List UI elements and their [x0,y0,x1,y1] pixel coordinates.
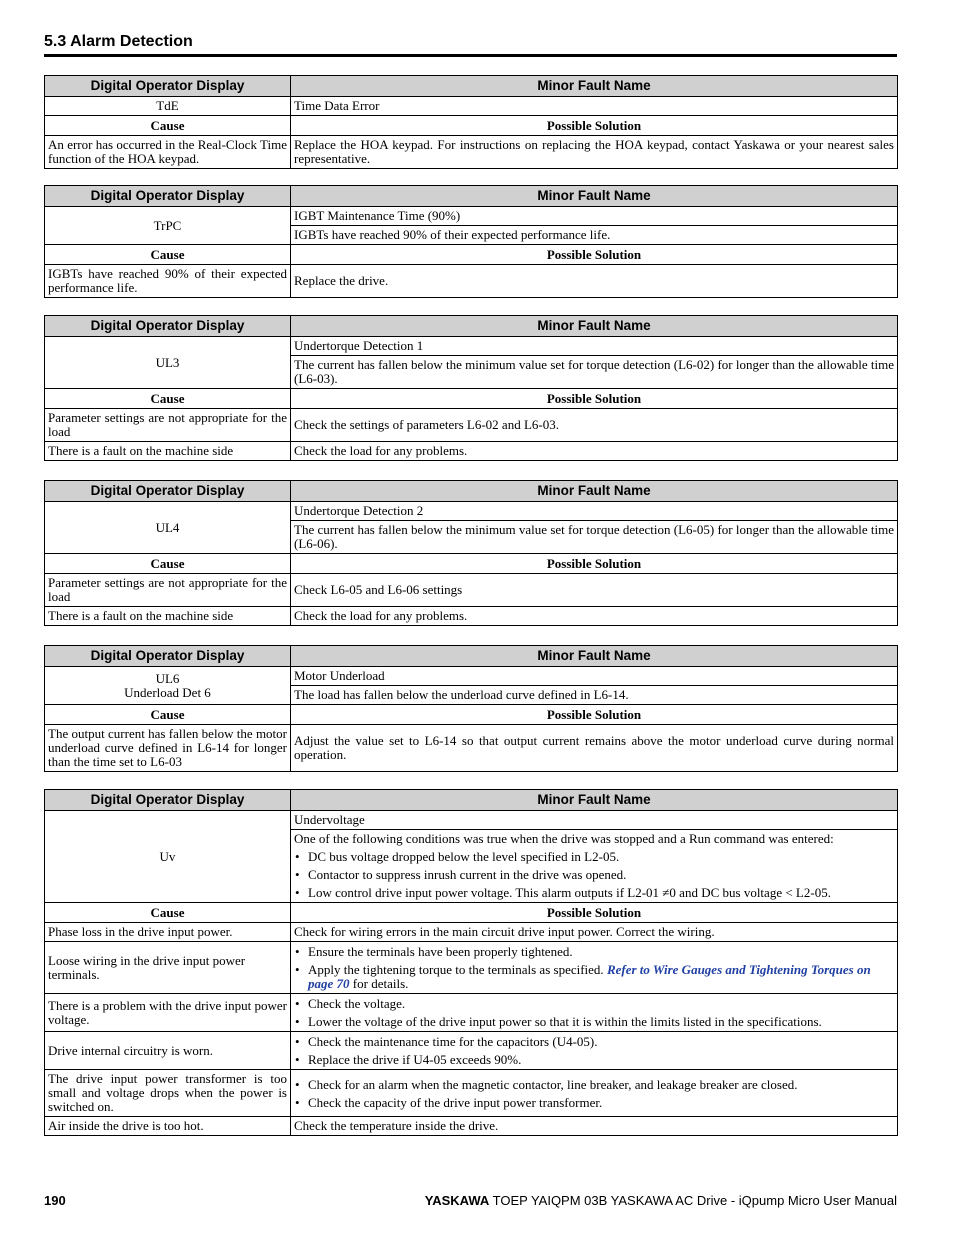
display-code: TrPC [45,207,291,245]
fault-table-ul6 [44,645,898,772]
fault-name: IGBT Maintenance Time (90%) [291,207,898,226]
cause-cell: Drive internal circuitry is worn. [45,1032,291,1070]
solution-cell [291,994,898,1032]
solution-cell: Check L6-05 and L6-06 settings [291,574,898,607]
fault-table-trpc [44,185,898,298]
fault-name: Undertorque Detection 1 [291,337,898,356]
solution-item: • Check the capacity of the drive input power transformer. [294,1096,894,1110]
cause-cell: Parameter settings are not appropriate for the load [45,574,291,607]
display-code-main: UL6 [155,670,180,686]
cause-cell: There is a problem with the drive input power voltage. [45,994,291,1032]
solution-item: • Check the voltage. [294,997,894,1011]
solution-list [294,945,894,991]
fault-description-cell [291,830,898,903]
fault-table-uv [44,789,898,1136]
fault-description: The current has fallen below the minimum value set for torque detection (L6-05) for longer than the allowable time (L6-06). [291,521,898,554]
fault-description: IGBTs have reached 90% of their expected performance life. [291,226,898,245]
col-header-cause: Cause [45,903,291,923]
cause-cell: The output current has fallen below the motor underload curve defined in L6-14 for longer than the time set to L6-03 [45,725,291,772]
fault-name: Undertorque Detection 2 [291,502,898,521]
solution-list [294,997,894,1029]
col-header-solution: Possible Solution [291,389,898,409]
col-header-name: Minor Fault Name [291,646,898,667]
cause-cell: There is a fault on the machine side [45,607,291,626]
solution-item [294,963,894,991]
fault-description: The load has fallen below the underload curve defined in L6-14. [291,686,898,705]
col-header-solution: Possible Solution [291,116,898,136]
solution-item: • Replace the drive if U4-05 exceeds 90%. [294,1053,894,1067]
col-header-display: Digital Operator Display [45,76,291,97]
col-header-cause: Cause [45,116,291,136]
page-number: 190 [44,1193,66,1208]
fault-name: Time Data Error [291,97,898,116]
display-code: UL4 [45,502,291,554]
solution-cell: Adjust the value set to L6-14 so that output current remains above the motor underload curve during normal operation. [291,725,898,772]
col-header-solution: Possible Solution [291,245,898,265]
cause-cell: Air inside the drive is too hot. [45,1117,291,1136]
solution-list [294,1035,894,1067]
cause-cell: The drive input power transformer is too small and voltage drops when the power is switched on. [45,1070,291,1117]
solution-cell [291,1070,898,1117]
col-header-name: Minor Fault Name [291,186,898,207]
cause-cell: An error has occurred in the Real-Clock Time function of the HOA keypad. [45,136,291,169]
condition-item: • Contactor to suppress inrush current in the drive was opened. [294,868,894,882]
fault-name: Undervoltage [291,811,898,830]
solution-item: • Check for an alarm when the magnetic contactor, line breaker, and leakage breaker are closed. [294,1078,894,1092]
cause-cell: There is a fault on the machine side [45,442,291,461]
cross-reference-link[interactable]: Refer to Wire Gauges and Tightening Torques on page 70 [308,962,871,991]
section-title: 5.3 Alarm Detection [44,33,193,50]
solution-text: Apply the tightening torque to the terminals as specified. [308,962,604,977]
display-code: Uv [45,811,291,903]
solution-cell [291,942,898,994]
solution-item: • Ensure the terminals have been properly tightened. [294,945,894,959]
footer-doc: TOEP YAIQPM 03B YASKAWA AC Drive - iQpump Micro User Manual [492,1193,897,1208]
col-header-display: Digital Operator Display [45,186,291,207]
condition-item: • DC bus voltage dropped below the level specified in L2-05. [294,850,894,864]
cause-cell: IGBTs have reached 90% of their expected performance life. [45,265,291,298]
fault-table-tde [44,75,898,169]
solution-text: for details. [352,976,409,991]
fault-description: One of the following conditions was true when the drive was stopped and a Run command was entered: [294,831,834,846]
display-code: TdE [45,97,291,116]
col-header-solution: Possible Solution [291,705,898,725]
fault-description: The current has fallen below the minimum value set for torque detection (L6-02) for longer than the allowable time (L6-03). [291,356,898,389]
col-header-solution: Possible Solution [291,903,898,923]
solution-item: • Check the maintenance time for the capacitors (U4-05). [294,1035,894,1049]
col-header-display: Digital Operator Display [45,481,291,502]
solution-cell: Check the load for any problems. [291,607,898,626]
footer-brand: YASKAWA [424,1193,490,1208]
solution-cell: Check for wiring errors in the main circuit drive input power. Correct the wiring. [291,923,898,942]
display-code: UL3 [45,337,291,389]
solution-cell [291,1032,898,1070]
cause-cell: Parameter settings are not appropriate for the load [45,409,291,442]
col-header-cause: Cause [45,554,291,574]
cause-cell: Phase loss in the drive input power. [45,923,291,942]
solution-cell: Check the settings of parameters L6-02 and L6-03. [291,409,898,442]
col-header-name: Minor Fault Name [291,76,898,97]
col-header-cause: Cause [45,245,291,265]
cause-cell: Loose wiring in the drive input power terminals. [45,942,291,994]
condition-item: • Low control drive input power voltage. This alarm outputs if L2-01 ≠0 and DC bus voltage < L2-05. [294,886,894,900]
col-header-name: Minor Fault Name [291,481,898,502]
col-header-cause: Cause [45,389,291,409]
display-code [45,667,291,705]
fault-table-ul4 [44,480,898,626]
fault-name: Motor Underload [291,667,898,686]
col-header-display: Digital Operator Display [45,646,291,667]
solution-item: • Lower the voltage of the drive input power so that it is within the limits listed in the specifications. [294,1015,894,1029]
solution-cell: Check the temperature inside the drive. [291,1117,898,1136]
solution-cell: Replace the HOA keypad. For instructions on replacing the HOA keypad, contact Yaskawa or your nearest sales representative. [291,136,898,169]
condition-list [294,850,894,900]
col-header-display: Digital Operator Display [45,316,291,337]
solution-list [294,1078,894,1110]
display-code-sub: Underload Det 6 [124,684,211,700]
solution-cell: Check the load for any problems. [291,442,898,461]
solution-cell: Replace the drive. [291,265,898,298]
col-header-cause: Cause [45,705,291,725]
fault-table-ul3 [44,315,898,461]
col-header-name: Minor Fault Name [291,790,898,811]
col-header-solution: Possible Solution [291,554,898,574]
col-header-name: Minor Fault Name [291,316,898,337]
section-rule [44,54,897,57]
col-header-display: Digital Operator Display [45,790,291,811]
footer-doc-title [425,1193,897,1208]
